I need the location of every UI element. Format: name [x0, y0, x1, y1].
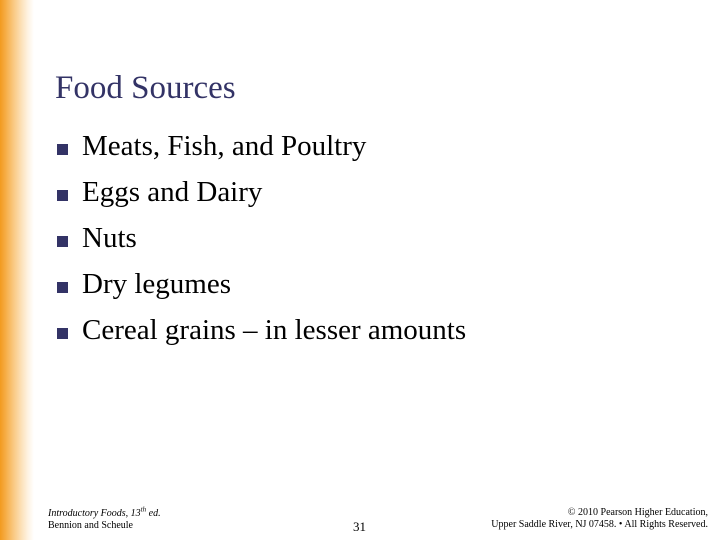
list-item [55, 218, 466, 264]
copyright-line-2: Upper Saddle River, NJ 07458. • All Rights Reserved. [491, 519, 708, 530]
copyright-line-1: © 2010 Pearson Higher Education, [567, 507, 708, 518]
page-number: 31 [353, 519, 366, 534]
bullet-list [55, 126, 466, 356]
footer-book-info [48, 505, 161, 532]
square-bullet-icon [57, 144, 68, 155]
book-edition-suffix: ed. [146, 508, 161, 519]
footer-copyright [470, 507, 708, 531]
square-bullet-icon [57, 282, 68, 293]
square-bullet-icon [57, 236, 68, 247]
book-title-text: Introductory Foods, 13 [48, 508, 141, 519]
footer-authors: Bennion and Scheule [48, 520, 133, 531]
list-item [55, 264, 466, 310]
bullet-text: Dry legumes [82, 268, 231, 300]
list-item [55, 310, 466, 356]
bullet-text: Meats, Fish, and Poultry [82, 130, 367, 162]
bullet-text: Nuts [82, 222, 137, 254]
slide-title: Food Sources [55, 70, 236, 106]
square-bullet-icon [57, 190, 68, 201]
square-bullet-icon [57, 328, 68, 339]
book-edition-superscript: th [140, 505, 147, 514]
list-item [55, 126, 466, 172]
footer-book-title [48, 505, 161, 520]
bullet-text: Eggs and Dairy [82, 176, 263, 208]
bullet-text: Cereal grains – in lesser amounts [82, 314, 467, 346]
decorative-side-bar [0, 0, 34, 540]
list-item [55, 172, 466, 218]
